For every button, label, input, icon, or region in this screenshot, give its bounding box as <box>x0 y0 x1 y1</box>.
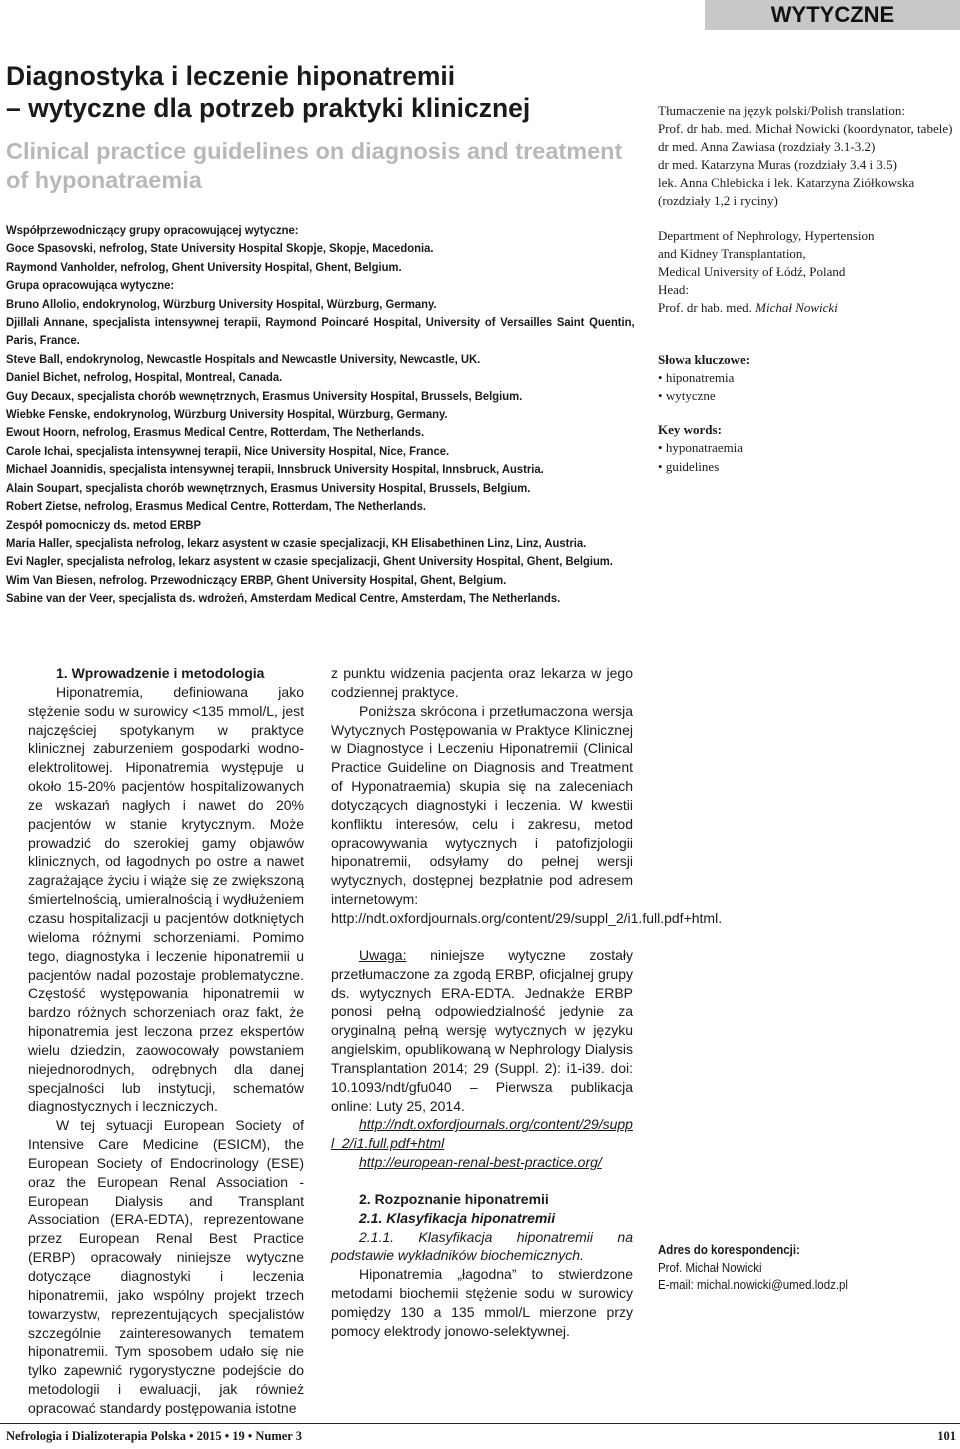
translation-line: dr med. Anna Zawiasa (rozdziały 3.1-3.2) <box>658 139 876 155</box>
author-line: Steve Ball, endokrynolog, Newcastle Hospitals and Newcastle University, Newcastle, UK. <box>6 351 481 366</box>
author-line: Grupa opracowująca wytyczne: <box>6 278 175 293</box>
correspondence-block <box>658 1242 936 1295</box>
correspondence-email: E-mail: michal.nowicki@umed.lodz.pl <box>658 1278 848 1292</box>
keywords-en-title: Key words: <box>658 422 722 438</box>
journal-citation: Nefrologia i Dializoterapia Polska • 2015 • 19 • Numer 3 <box>6 1429 302 1443</box>
article-title-en: Clinical practice guidelines on diagnosis and treatment of hyponatraemia <box>6 138 623 193</box>
author-line: Robert Zietse, nefrolog, Erasmus Medical Centre, Rotterdam, The Netherlands. <box>6 499 426 514</box>
link-guidelines[interactable]: http://ndt.oxfordjournals.org/content/29/suppl_2/i1.full.pdf+html <box>331 1116 633 1152</box>
author-line: Carole Ichai, specjalista intensywnej terapii, Nice University Hospital, Nice, France. <box>6 443 450 458</box>
translation-line: lek. Anna Chlebicka i lek. Katarzyna Ziółkowska (rozdziały 1,2 i ryciny) <box>658 175 915 209</box>
head-name: Michał Nowicki <box>755 299 838 315</box>
paragraph: z punktu widzenia pacjenta oraz lekarza w jego codziennej praktyce. <box>331 665 633 700</box>
keyword-item: • hiponatremia <box>658 369 960 387</box>
author-line: Maria Haller, specjalista nefrolog, lekarz asystent w czasie specjalizacji, KH Elisabethinen Linz, Linz, Austria. <box>6 535 587 550</box>
body-column-left <box>28 664 304 1418</box>
paragraph: W tej sytuacji European Society of Intensive Care Medicine (ESICM), the European Society of Endocrinology (ESE) oraz the European Renal Association - European Dialysis and Transplant Association (ERA-EDTA), reprezentowane przez European Renal Best Practice (ERBP) opracowały niniejsze wytyczne dotyczące diagnostyki i leczenia hiponatremii, jako wspólny projekt trzech towarzystw, reprezentujących specjalistów szczególnie zainteresowanych tematem hiponatremii. Tym sposobem udało się nie tylko zapewnić rygorystyczne podejście do metodologii i ewaluacji, jak również opracować standardy postępowania istotne <box>28 1117 304 1416</box>
author-list <box>6 221 635 608</box>
subsection-heading: 2.1. Klasyfikacja hiponatremii <box>359 1209 556 1226</box>
author-line: Michael Joannidis, specjalista intensywnej terapii, Innsbruck University Hospital, Innsbruck, Austria. <box>6 462 544 477</box>
keyword-item: • hyponatraemia <box>658 439 960 457</box>
keyword-item: • wytyczne <box>658 387 960 405</box>
paragraph: Hiponatremia, definiowana jako stężenie sodu w surowicy <135 mmol/L, jest najczęściej spotykanym w praktyce klinicznej zaburzeniem gospodarki wodno-elektrolitowej. Hiponatremia występuje u około 15-20% pacjentów hospitalizowanych ze wskazań nagłych i nawet do 20% pacjentów w stanie krytycznym. Może prowadzić do szerokiej gamy objawów klinicznych, od łagodnych po ostre a nawet zagrażające życiu i wiąże się ze zwiększoną śmiertelnością, umieralnością i wydłużeniem czasu hospitalizacji u pacjentów dotkniętych wieloma różnymi schorzeniami. Pomimo tego, diagnostyka i leczenie hiponatremii u pacjentów nadal pozostaje problematyczne. Częstość występowania hiponatremii w bardzo różnych schorzeniach oraz fakt, że hiponatremia jest leczona przez ekspertów wielu dziedzin, zaowocowały powstaniem niejednorodnych, odrębnych dla danej specjalności lub instytucji, schematów diagnostycznych i leczniczych. <box>28 683 304 1115</box>
note-paragraph <box>331 946 633 1116</box>
head-prefix: Prof. dr hab. med. <box>658 299 752 315</box>
keyword-item: • guidelines <box>658 458 960 476</box>
translation-line: dr med. Katarzyna Muras (rozdziały 3.4 i 3.5) <box>658 157 897 173</box>
author-line: Ewout Hoorn, nefrolog, Erasmus Medical Centre, Rotterdam, The Netherlands. <box>6 425 425 440</box>
department-line: Head: <box>658 281 690 297</box>
paragraph: Hiponatremia „łagodna” to stwierdzone metodami biochemii stężenie sodu w surowicy pomiędzy 130 a 135 mmol/L mierzone przy pomocy elektrody jonowo-selektywnej. <box>331 1266 633 1339</box>
author-line: Współprzewodniczący grupy opracowującej wytyczne: <box>6 223 299 237</box>
note-label: Uwaga: <box>359 946 407 963</box>
section-heading: 1. Wprowadzenie i metodologia <box>56 665 265 681</box>
article-title-pl <box>6 60 646 124</box>
author-line: Raymond Vanholder, nefrolog, Ghent University Hospital, Ghent, Belgium. <box>6 259 402 274</box>
subsubsection-heading: 2.1.1. Klasyfikacja hiponatremii na podstawie wykładników biochemicznych. <box>331 1228 633 1264</box>
author-line: Zespół pomocniczy ds. metod ERBP <box>6 517 201 532</box>
title-line-2: – wytyczne dla potrzeb praktyki klinicznej <box>6 93 531 123</box>
correspondence-title: Adres do korespondencji: <box>658 1243 800 1257</box>
department-line: Department of Nephrology, Hypertension <box>658 227 875 243</box>
section-heading: 2. Rozpoznanie hiponatremii <box>359 1190 549 1207</box>
title-line-1: Diagnostyka i leczenie hiponatremii <box>6 61 456 91</box>
correspondence-name: Prof. Michał Nowicki <box>658 1260 762 1275</box>
note-text: niniejsze wytyczne zostały przetłumaczone za zgodą ERBP, oficjalnej grupy ds. wytycznych ERA-EDTA. Jednakże ERBP ponosi pełną odpowiedzialność jedynie za oryginalną pełną wersję wytycznych w języku angielskim, opublikowaną w Nephrology Dialysis Transplantation 2014; 29 (Suppl. 2): i1-i39. doi: 10.1093/ndt/gfu040 – Pierwsza publikacja online: Luty 25, 2014. <box>331 946 633 1114</box>
author-line: Evi Nagler, specjalista nefrolog, lekarz asystent w czasie specjalizacji, Ghent University Hospital, Ghent, Belgium. <box>6 554 613 569</box>
translation-line: Tłumaczenie na język polski/Polish translation: <box>658 103 905 118</box>
department-line: Medical University of Łódź, Poland <box>658 263 846 279</box>
department-head <box>658 299 960 317</box>
author-line: Alain Soupart, specjalista chorób wewnętrznych, Erasmus University Hospital, Brussels, Belgium. <box>6 480 531 495</box>
paragraph: Poniższa skrócona i przetłumaczona wersja Wytycznych Postępowania w Praktyce Klinicznej w Diagnostyce i Leczeniu Hiponatremii (Clinical Practice Guideline on Diagnosis and Treatment of Hyponatraemia) skupia się na zaleceniach dotyczących diagnostyki i leczenia. W kwestii konfliktu interesów, celu i zakresu, metod opracowywania wytycznych i patofizjologii hiponatremii, odsyłamy do pełnej wersji wytycznych, dostępnej bezpłatnie pod adresem internetowym: http://ndt.oxfordjournals.org/content/29/suppl_2/i1.full.pdf+html. <box>331 702 723 926</box>
author-line: Djillali Annane, specjalista intensywnej terapii, Raymond Poincaré Hospital, University of Versailles Saint Quentin, Paris, France. <box>6 315 635 348</box>
author-line: Sabine van der Veer, specjalista ds. wdrożeń, Amsterdam Medical Centre, Amsterdam, The Netherlands. <box>6 591 561 606</box>
author-line: Wim Van Biesen, nefrolog. Przewodniczący ERBP, Ghent University Hospital, Ghent, Belgium. <box>6 572 507 587</box>
author-line: Bruno Allolio, endokrynolog, Würzburg University Hospital, Würzburg, Germany. <box>6 296 437 311</box>
page-number: 101 <box>937 1429 956 1443</box>
keywords-pl-title: Słowa kluczowe: <box>658 352 751 368</box>
footer-divider <box>0 1423 960 1424</box>
section-tag: WYTYCZNE <box>705 0 960 30</box>
author-line: Goce Spasovski, nefrolog, State University Hospital Skopje, Skopje, Macedonia. <box>6 241 434 256</box>
sidebar-info <box>658 102 960 476</box>
link-erbp[interactable]: http://european-renal-best-practice.org/ <box>359 1154 602 1171</box>
translation-line: Prof. dr hab. med. Michał Nowicki (koordynator, tabele) <box>658 121 953 137</box>
department-line: and Kidney Transplantation, <box>658 245 806 261</box>
author-line: Daniel Bichet, nefrolog, Hospital, Montreal, Canada. <box>6 370 283 385</box>
author-line: Guy Decaux, specjalista chorób wewnętrznych, Erasmus University Hospital, Brussels, Belgium. <box>6 388 523 403</box>
author-line: Wiebke Fenske, endokrynolog, Würzburg University Hospital, Würzburg, Germany. <box>6 407 448 422</box>
